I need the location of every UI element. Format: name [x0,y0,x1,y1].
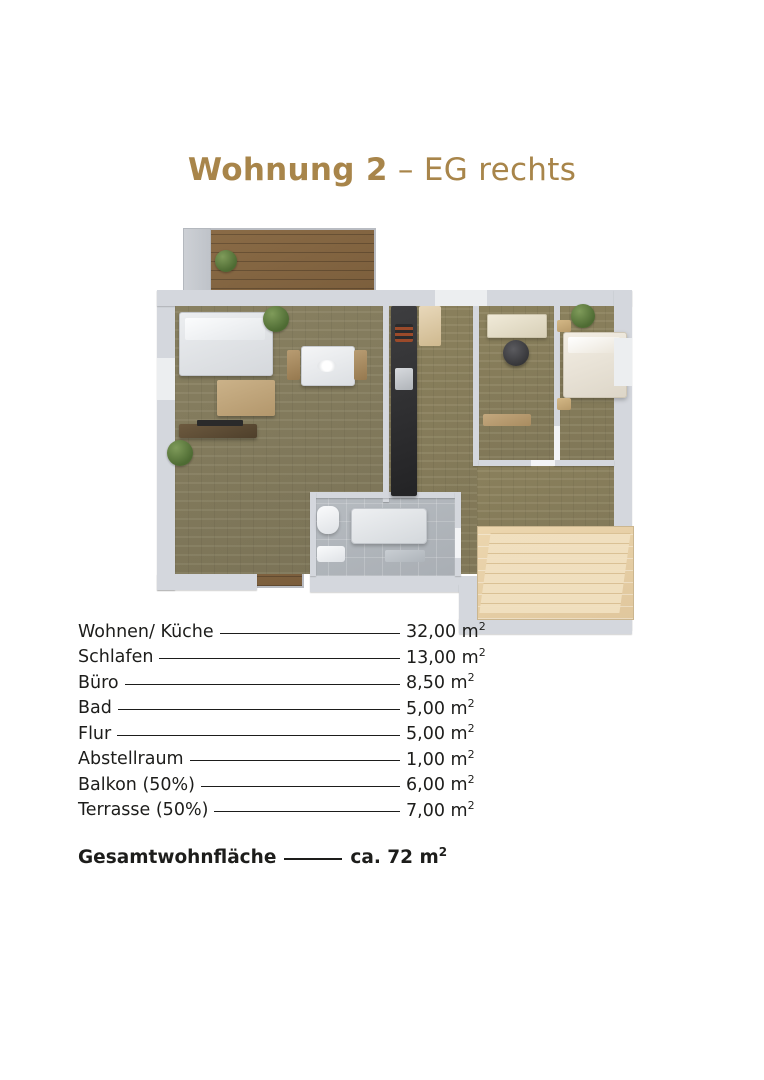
window-left [157,358,175,400]
exterior-wall-top [157,290,632,306]
window-top [435,290,487,306]
balcony-railing-top [183,228,211,298]
interior-wall-storage [310,492,316,576]
legend-value: 1,00 $m^2$ [406,747,475,770]
cooktop [395,324,413,342]
interior-wall-office-bottom [479,460,531,466]
total-value: ca. 72 $m^2$ [350,845,448,869]
legend-value: 13,00 $m^2$ [406,645,486,668]
sofa-cushions [185,318,265,340]
door-hall-bath [455,528,461,558]
legend-leader [201,786,400,787]
dining-tableware [317,360,337,372]
legend-row [78,671,498,697]
plant-living-2 [167,440,193,466]
legend-value: 32,00 $m^2$ [406,620,486,642]
legend-row [78,748,498,774]
desk [487,314,547,338]
tv-sideboard [179,424,257,438]
plant-balcony [215,250,237,272]
interior-wall-kitchen-right [473,306,479,466]
washbasin [317,546,345,562]
tv [197,420,243,426]
window-right [614,338,632,386]
page-title-light: – EG rechts [387,152,577,188]
desk-chair [503,340,529,366]
floor-plan [135,228,640,643]
legend-leader [159,658,400,659]
legend-leader [220,633,400,634]
dining-chair-left [287,350,300,380]
legend-leader [118,709,400,710]
exterior-wall-bottom-left [157,574,257,590]
toilet [317,506,339,534]
legend-value: 5,00 $m^2$ [406,696,475,719]
legend-value: 7,00 $m^2$ [406,798,475,821]
interior-wall-kitchen-left [383,306,389,502]
legend-leader [117,735,400,736]
legend-label: Bad [78,698,112,719]
legend-value: 8,50 $m^2$ [406,671,475,693]
legend-label: Büro [78,672,119,693]
nightstand-left [557,320,571,332]
nightstand-right [557,398,571,410]
legend-label: Flur [78,723,112,744]
total-label: Gesamtwohnfläche [78,847,277,869]
legend-value: 5,00 $m^2$ [406,722,475,744]
dining-chair-right [354,350,367,380]
staircase [479,533,630,613]
door-hall-bedroom [554,426,560,460]
legend-label: Schlafen [78,647,154,668]
legend-value: 6,00 $m^2$ [406,773,475,795]
door-hall-office [531,460,555,466]
legend-label: Terrasse (50%) [78,800,209,821]
legend-row [78,697,498,723]
legend-row [78,620,498,646]
legend-leader [125,684,400,685]
bath-mat [385,550,425,562]
kitchen-sink [395,368,413,390]
legend-row [78,799,498,825]
exterior-wall-left [157,290,175,590]
interior-wall-bath-top [310,492,460,498]
page-title-bold: Wohnung 2 [187,152,388,188]
plant-bedroom [571,304,595,328]
legend-row [78,722,498,748]
coffee-table [217,380,275,416]
bathtub [351,508,427,544]
plant-living-1 [263,306,289,332]
total-leader [284,858,342,860]
legend-row [78,773,498,799]
legend-leader [190,760,400,761]
legend-row [78,646,498,672]
interior-wall-bedroom-bottom [554,460,614,466]
bed-pillows [568,337,620,353]
area-legend [78,620,498,824]
legend-label: Wohnen/ Küche [78,621,214,642]
page-title [0,152,764,188]
office-shelf [483,414,531,426]
fridge [419,306,441,346]
total-area [78,845,498,868]
legend-label: Balkon (50%) [78,774,196,795]
legend-label: Abstellraum [78,749,184,770]
legend-leader [214,811,400,812]
